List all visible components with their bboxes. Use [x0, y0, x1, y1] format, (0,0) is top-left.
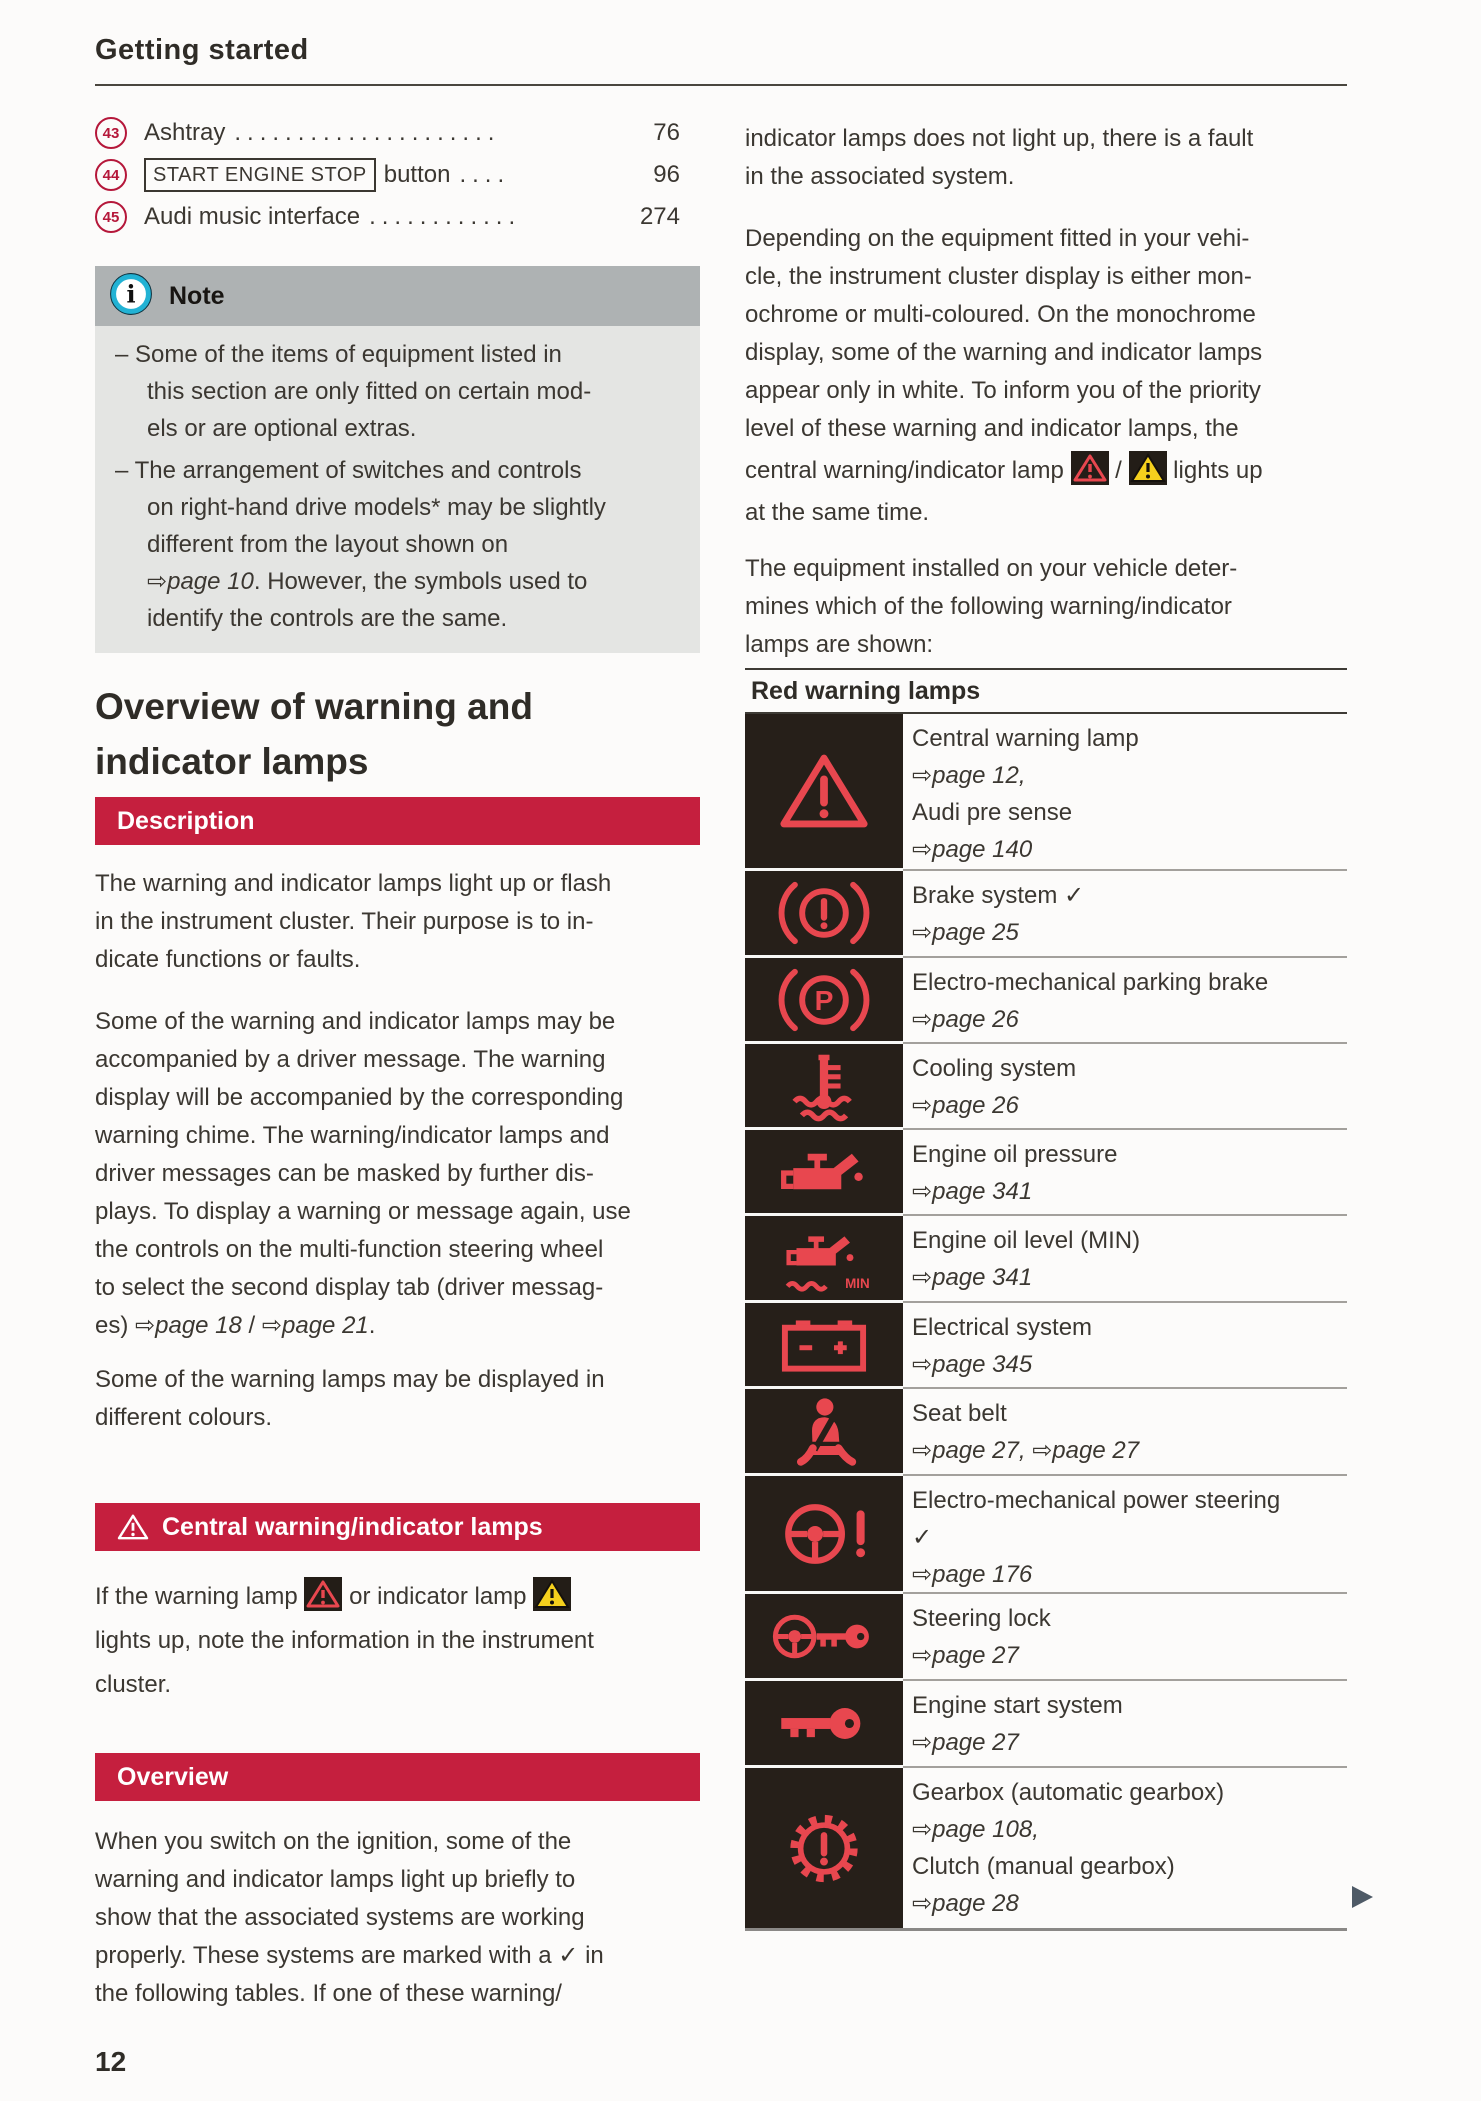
toc-label: Audi music interface	[144, 203, 361, 230]
table-row	[745, 714, 1347, 871]
table-cell: Electro-mechanical parking brake ⇨page 26	[903, 958, 1347, 1044]
table-row	[745, 1476, 1347, 1594]
paragraph: Some of the warning lamps may be displayed in different colours.	[95, 1366, 605, 1431]
toc-item	[95, 154, 680, 196]
table-row	[745, 871, 1347, 958]
power-steering-icon	[745, 1476, 903, 1594]
engine-oil-level-icon	[745, 1216, 903, 1303]
page-number: 12	[95, 2046, 127, 2077]
seat-belt-icon	[745, 1389, 903, 1476]
paragraph: The warning and indicator lamps light up or flash in the instrument cluster. Their purpose is to in- dicate functions or faults.	[95, 870, 612, 973]
central-warning-lamp-icon	[745, 714, 903, 871]
note-line: els or are optional extras.	[147, 415, 417, 442]
page-reference: ⇨page 10	[147, 568, 254, 595]
toc-item	[95, 196, 680, 238]
page-reference: ⇨page 341	[912, 1178, 1033, 1205]
paragraph: Depending on the equipment fitted in your vehi- cle, the instrument cluster display is either mon- ochrome or multi-coloured. On the monochrome display, some of the warning and indicator lamps appear only in white. To inform you of the priority level of these warning and indicator lamps, the central warning/indicator lamp / lights up at the same time.	[745, 225, 1263, 526]
paragraph: If the warning lamp or indicator lamp lights up, note the information in the instrument cluster.	[95, 1575, 700, 1707]
table-cell: Brake system ✓ ⇨page 25	[903, 871, 1347, 958]
page-reference: ⇨page 25	[912, 919, 1019, 946]
page-reference: ⇨page 28	[912, 1890, 1019, 1917]
electrical-system-icon	[745, 1303, 903, 1389]
engine-oil-pressure-icon	[745, 1130, 903, 1216]
left-column	[95, 112, 700, 2013]
brake-system-icon	[745, 871, 903, 958]
callout-number-badge: 43	[95, 117, 127, 149]
page-reference: ⇨page 18	[135, 1312, 242, 1339]
table-cell: Cooling system ⇨page 26	[903, 1044, 1347, 1130]
table-header: Red warning lamps	[751, 677, 981, 705]
note-line: – Some of the items of equipment listed in	[115, 341, 562, 368]
table-row	[745, 958, 1347, 1044]
callout-number-badge: 45	[95, 201, 127, 233]
page-reference: ⇨page 26	[912, 1092, 1019, 1119]
gearbox-icon	[745, 1768, 903, 1928]
header-rule	[95, 84, 1347, 86]
toc-label: Ashtray	[144, 119, 226, 146]
table-row	[745, 1681, 1347, 1768]
toc-dot-leader: ............	[369, 203, 522, 230]
toc-page-number: 76	[653, 119, 680, 146]
yellow-indicator-lamp-icon	[533, 1577, 571, 1611]
page-reference: ⇨page 140	[912, 836, 1033, 863]
page-reference: ⇨page 176	[912, 1561, 1033, 1588]
note-body	[95, 326, 700, 653]
table-cell: Engine start system ⇨page 27	[903, 1681, 1347, 1768]
note-line: different from the layout shown on	[147, 531, 509, 558]
engine-start-icon	[745, 1681, 903, 1768]
note-line: on right-hand drive models* may be slightly	[147, 494, 606, 521]
table-row	[745, 1594, 1347, 1681]
red-warning-lamps-table	[745, 668, 1347, 1931]
svg-text:P: P	[814, 983, 834, 1016]
continuation-arrow-icon	[1352, 1886, 1373, 1913]
toc-page-number: 96	[653, 161, 680, 188]
note-line: identify the controls are the same.	[147, 605, 508, 632]
overview-section-bar: Overview	[95, 1753, 700, 1801]
toc-item	[95, 112, 680, 154]
start-engine-stop-button-label: START ENGINE STOP	[144, 158, 376, 192]
page-reference: ⇨page 27	[912, 1642, 1019, 1669]
steering-lock-icon	[745, 1594, 903, 1681]
yellow-indicator-lamp-icon	[1129, 451, 1167, 485]
note-box	[95, 266, 700, 653]
table-cell: Engine oil pressure ⇨page 341	[903, 1130, 1347, 1216]
toc-label: button	[383, 161, 451, 188]
svg-text:MIN: MIN	[845, 1275, 870, 1291]
toc-dot-leader: ....	[459, 161, 511, 188]
central-warning-section-bar: Central warning/indicator lamps	[95, 1503, 700, 1551]
callout-number-badge: 44	[95, 159, 127, 191]
page-reference: ⇨page 108,	[912, 1816, 1039, 1843]
table-row	[745, 1130, 1347, 1216]
toc-page-number: 274	[639, 203, 680, 230]
warning-triangle-icon	[117, 1513, 149, 1541]
note-line: – The arrangement of switches and controls	[115, 457, 582, 484]
table-row	[745, 1768, 1347, 1928]
paragraph: Some of the warning and indicator lamps may be accompanied by a driver message. The warning display will be accompanied by the corresponding warning chime. The warning/indicator lamps and driver messages can be masked by further dis- plays. To display a warning or message again, use the controls on the multi-function steering wheel to select the second display tab (driver messag- es) ⇨page 18 / ⇨page 21.	[95, 1008, 631, 1339]
table-cell: Engine oil level (MIN) ⇨page 341	[903, 1216, 1347, 1303]
table-row	[745, 1044, 1347, 1130]
toc-list	[95, 112, 700, 238]
table-cell: Electrical system ⇨page 345	[903, 1303, 1347, 1389]
right-column	[745, 120, 1347, 1931]
table-cell: Central warning lamp ⇨page 12, Audi pre sense ⇨page 140	[903, 714, 1347, 871]
note-title: Note	[169, 281, 225, 310]
paragraph: When you switch on the ignition, some of the warning and indicator lamps light up briefly to show that the associated systems are working properly. These systems are marked with a ✓ in the following tables. If one of these warning/	[95, 1828, 604, 2007]
cooling-system-icon	[745, 1044, 903, 1130]
table-body	[745, 714, 1347, 1931]
page-reference: ⇨page 341	[912, 1264, 1033, 1291]
check-mark: ✓	[912, 1524, 933, 1551]
section-header: Getting started	[95, 34, 309, 66]
table-row	[745, 1216, 1347, 1303]
page-reference: ⇨page 27, ⇨page 27	[912, 1437, 1140, 1464]
page-reference: ⇨page 26	[912, 1006, 1019, 1033]
table-cell: Electro-mechanical power steering ✓ ⇨page 176	[903, 1476, 1347, 1594]
info-icon	[109, 272, 153, 321]
parking-brake-icon	[745, 958, 903, 1044]
red-warning-lamp-icon	[304, 1577, 342, 1611]
page-reference: ⇨page 345	[912, 1351, 1033, 1378]
table-row	[745, 1389, 1347, 1476]
red-warning-lamp-icon	[1071, 451, 1109, 485]
note-header	[95, 266, 700, 326]
description-section-bar: Description	[95, 797, 700, 845]
table-cell: Steering lock ⇨page 27	[903, 1594, 1347, 1681]
note-line: ⇨page 10. However, the symbols used to	[147, 568, 588, 595]
paragraph: The equipment installed on your vehicle deter- mines which of the following warning/indicator lamps are shown:	[745, 555, 1238, 658]
page-reference: ⇨page 27	[912, 1729, 1019, 1756]
table-cell: Seat belt ⇨page 27, ⇨page 27	[903, 1389, 1347, 1476]
svg-text:i: i	[126, 280, 136, 309]
page-title: Overview of warning and indicator lamps	[95, 686, 533, 782]
table-cell: Gearbox (automatic gearbox) ⇨page 108, Clutch (manual gearbox) ⇨page 28	[903, 1768, 1347, 1928]
page-reference: ⇨page 21	[261, 1312, 369, 1339]
paragraph: indicator lamps does not light up, there is a fault in the associated system.	[745, 125, 1254, 190]
note-line: this section are only fitted on certain mod-	[147, 378, 592, 405]
table-row	[745, 1303, 1347, 1389]
toc-dot-leader: .....................	[234, 119, 501, 146]
page-reference: ⇨page 12,	[912, 762, 1026, 789]
